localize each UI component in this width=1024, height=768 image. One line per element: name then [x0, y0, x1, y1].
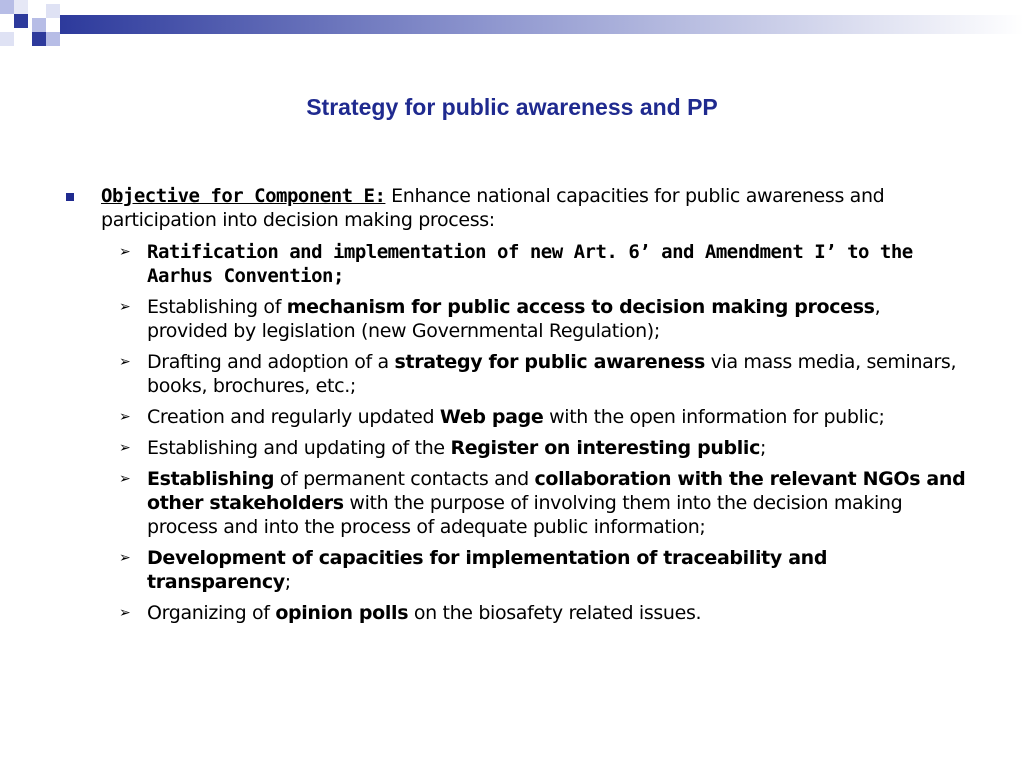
arrow-bullet-icon: ➢ — [119, 550, 131, 566]
sub-bullet-text: Drafting and adoption of a — [147, 351, 395, 373]
square-bullet-icon — [66, 193, 74, 201]
sub-bullet-text: Creation and regularly updated — [147, 406, 440, 428]
arrow-bullet-icon: ➢ — [119, 244, 131, 260]
sub-bullet-item — [119, 436, 966, 460]
sub-bullet-text: Web page — [439, 406, 544, 428]
arrow-bullet-icon: ➢ — [119, 605, 131, 621]
sub-bullet-text: , provided by legislation (new Governmental Regulation); — [147, 296, 881, 342]
main-bullet — [66, 184, 966, 625]
sub-bullet-text: with the purpose of involving them into the decision making process and into the process of adequate public information; — [147, 492, 903, 538]
sub-bullet-text: Development of capacities for implementation of traceability and transparency — [147, 547, 828, 593]
sub-bullet-list — [101, 240, 966, 625]
sub-bullet-text: mechanism for public access to decision making process — [286, 296, 875, 318]
sub-bullet-text: Register on interesting public — [450, 437, 760, 459]
sub-bullet-text: opinion polls — [275, 602, 409, 624]
sub-bullet-item — [119, 467, 966, 539]
arrow-bullet-icon: ➢ — [119, 354, 131, 370]
sub-bullet-text: Organizing of — [147, 602, 276, 624]
sub-bullet-item — [119, 546, 966, 594]
sub-bullet-text: Establishing of — [147, 296, 287, 318]
arrow-bullet-icon: ➢ — [119, 409, 131, 425]
sub-bullet-text: of permanent contacts and — [274, 468, 535, 490]
sub-bullet-text: strategy for public awareness — [394, 351, 705, 373]
sub-bullet-item — [119, 405, 966, 429]
arrow-bullet-icon: ➢ — [119, 471, 131, 487]
sub-bullet-text: ; — [284, 571, 291, 593]
arrow-bullet-icon: ➢ — [119, 299, 131, 315]
slide-title: Strategy for public awareness and PP — [306, 94, 718, 120]
sub-bullet-text: ; — [759, 437, 767, 459]
sub-bullet-item — [119, 350, 966, 398]
sub-bullet-text: Ratification and implementation of new Art. 6’ and Amendment I’ to the Aarhus Convention; — [147, 241, 913, 287]
sub-bullet-text: with the open information for public; — [543, 406, 885, 428]
arrow-bullet-icon: ➢ — [119, 440, 131, 456]
sub-bullet-text: collaboration with the relevant NGOs and other stakeholders — [147, 468, 966, 514]
sub-bullet-item — [119, 601, 966, 625]
sub-bullet-text: Establishing — [147, 468, 275, 490]
slide-body — [66, 184, 966, 632]
sub-bullet-item — [119, 295, 966, 343]
sub-bullet-item — [119, 240, 966, 288]
sub-bullet-text: via mass media, seminars, books, brochures, etc.; — [147, 351, 957, 397]
sub-bullet-text: on the biosafety related issues. — [408, 602, 702, 624]
objective-label: Objective for Component E: — [101, 185, 386, 207]
objective-text: Enhance national capacities for public awareness and participation into decision making process: — [101, 185, 885, 231]
sub-bullet-text: Establishing and updating of the — [147, 437, 451, 459]
decorative-header-pattern — [0, 0, 1024, 60]
